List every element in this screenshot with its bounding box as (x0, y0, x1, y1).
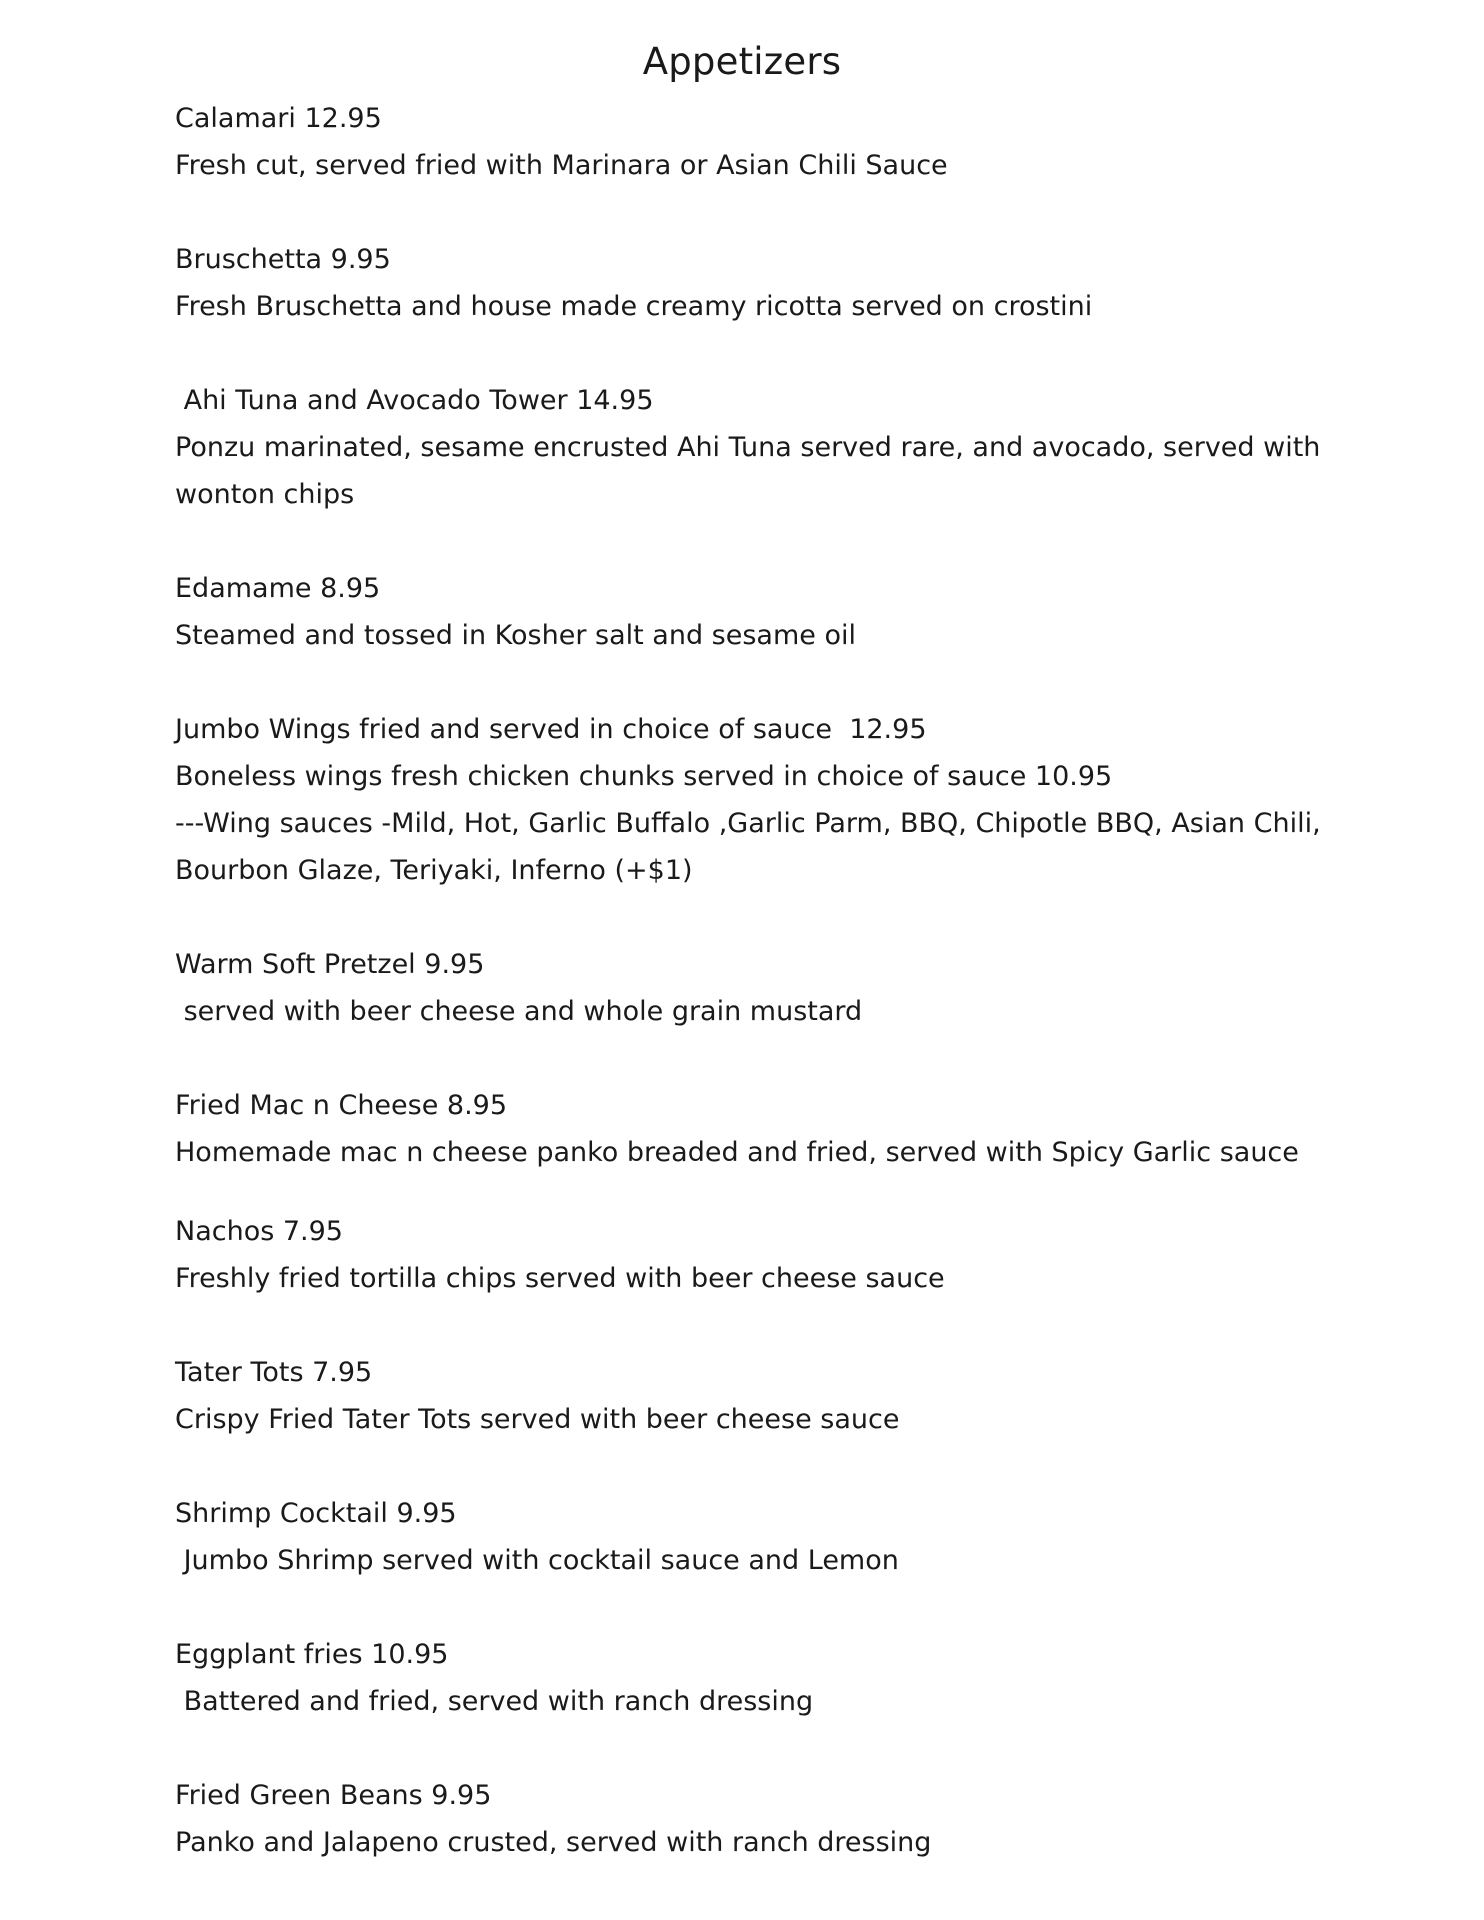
item-name: Ahi Tuna and Avocado Tower 14.95 (175, 385, 654, 416)
item-description: Freshly fried tortilla chips served with beer cheese sauce (175, 1263, 945, 1294)
item-name: Edamame 8.95 (175, 573, 381, 604)
menu-item-wings (175, 706, 1355, 894)
item-description: served with beer cheese and whole grain mustard (175, 996, 863, 1027)
item-name: Shrimp Cocktail 9.95 (175, 1498, 457, 1529)
menu-item-fried-green-beans (175, 1772, 1355, 1866)
item-name: Warm Soft Pretzel 9.95 (175, 949, 485, 980)
item-description: Homemade mac n cheese panko breaded and fried, served with Spicy Garlic sauce (175, 1137, 1299, 1168)
appetizer-list (175, 95, 1355, 1866)
item-description: Boneless wings fresh chicken chunks served in choice of sauce 10.95 (175, 761, 1113, 792)
menu-item-bruschetta (175, 236, 1355, 330)
menu-item-eggplant-fries (175, 1631, 1355, 1725)
menu-item-mac-n-cheese (175, 1082, 1355, 1176)
item-description: Panko and Jalapeno crusted, served with ranch dressing (175, 1827, 932, 1858)
item-description: Crispy Fried Tater Tots served with beer cheese sauce (175, 1404, 900, 1435)
menu-item-tater-tots (175, 1349, 1355, 1443)
menu-item-shrimp-cocktail (175, 1490, 1355, 1584)
item-name: Fried Green Beans 9.95 (175, 1780, 492, 1811)
item-name: Bruschetta 9.95 (175, 244, 391, 275)
item-name: Fried Mac n Cheese 8.95 (175, 1090, 508, 1121)
item-name: Calamari 12.95 (175, 103, 382, 134)
item-description: Ponzu marinated, sesame encrusted Ahi Tuna served rare, and avocado, served with wonton chips (175, 432, 1330, 510)
item-description: Fresh Bruschetta and house made creamy ricotta served on crostini (175, 291, 1093, 322)
menu-title: Appetizers (642, 40, 842, 83)
item-description: Battered and fried, served with ranch dressing (175, 1686, 814, 1717)
item-name: Tater Tots 7.95 (175, 1357, 373, 1388)
item-name: Nachos 7.95 (175, 1216, 343, 1247)
item-description: Steamed and tossed in Kosher salt and sesame oil (175, 620, 856, 651)
menu-item-ahi-tuna (175, 377, 1355, 518)
wing-sauces-note: ---Wing sauces -Mild, Hot, Garlic Buffalo ,Garlic Parm, BBQ, Chipotle BBQ, Asian Chili, Bourbon Glaze, Teriyaki, Inferno (+$1) (175, 808, 1330, 886)
item-description: Fresh cut, served fried with Marinara or Asian Chili Sauce (175, 150, 948, 181)
menu-item-edamame (175, 565, 1355, 659)
item-name: Eggplant fries 10.95 (175, 1639, 449, 1670)
menu-item-nachos (175, 1208, 1355, 1302)
item-description: Jumbo Shrimp served with cocktail sauce and Lemon (175, 1545, 899, 1576)
menu-item-pretzel (175, 941, 1355, 1035)
menu-item-calamari (175, 95, 1355, 189)
item-name: Jumbo Wings fried and served in choice of sauce 12.95 (175, 714, 927, 745)
